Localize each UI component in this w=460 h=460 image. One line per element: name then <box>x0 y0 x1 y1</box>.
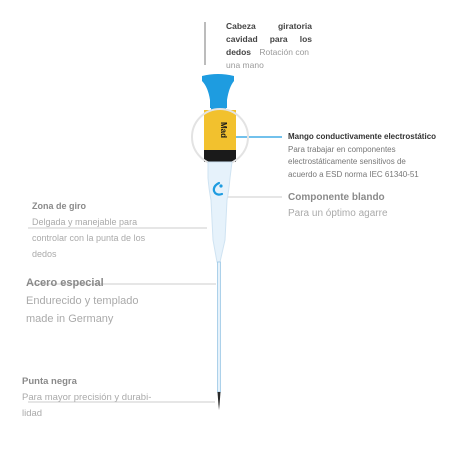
zona-desc-line-1: Delgada y manejable para <box>32 217 138 227</box>
acero-desc-line-1: Endurecido y templado <box>26 295 139 307</box>
acero-title: Acero especial <box>26 277 104 289</box>
steel-shaft <box>218 262 221 392</box>
callout-zona <box>32 198 145 262</box>
callout-acero <box>26 274 139 328</box>
black-tip <box>218 392 221 410</box>
punta-title: Punta negra <box>22 376 77 387</box>
mango-title: Mango conductivamente electrostático <box>288 132 437 141</box>
callout-cabeza <box>226 20 312 72</box>
handle-mark-text: Mad <box>219 122 228 138</box>
zona-desc-line-2: controlar con la punta de los <box>32 233 146 243</box>
callout-punta <box>22 374 151 422</box>
zona-desc-line-3: dedos <box>32 249 57 259</box>
punta-desc-line-1: Para mayor precisión y durabi- <box>22 392 152 403</box>
logo-dot-icon <box>219 184 222 187</box>
zona-title: Zona de giro <box>32 201 86 211</box>
soft-grip <box>208 162 232 262</box>
callout-componente <box>288 190 388 222</box>
cabeza-title-line-2: cavidad para los <box>226 34 312 44</box>
rotating-cap <box>202 74 234 108</box>
cabeza-title-line-1: Cabeza giratoria <box>226 21 312 31</box>
acero-desc-line-2: made in Germany <box>26 313 114 325</box>
cabeza-title-line-3: dedos <box>226 47 252 57</box>
mango-desc-line-3: acuerdo a ESD norma IEC 61340-51 <box>288 169 419 179</box>
componente-title: Componente blando <box>288 192 385 203</box>
cabeza-desc-line-1: Rotación con <box>259 47 310 57</box>
handle-black-band <box>204 150 236 162</box>
callout-mango <box>288 131 436 181</box>
mango-desc-line-2: electrostáticamente sensitivos de <box>288 157 406 166</box>
punta-desc-line-2: lidad <box>22 408 43 419</box>
componente-desc-line-1: Para un óptimo agarre <box>288 208 388 219</box>
cabeza-desc-line-2: una mano <box>226 60 264 70</box>
mango-desc-line-1: Para trabajar en componentes <box>288 144 396 154</box>
